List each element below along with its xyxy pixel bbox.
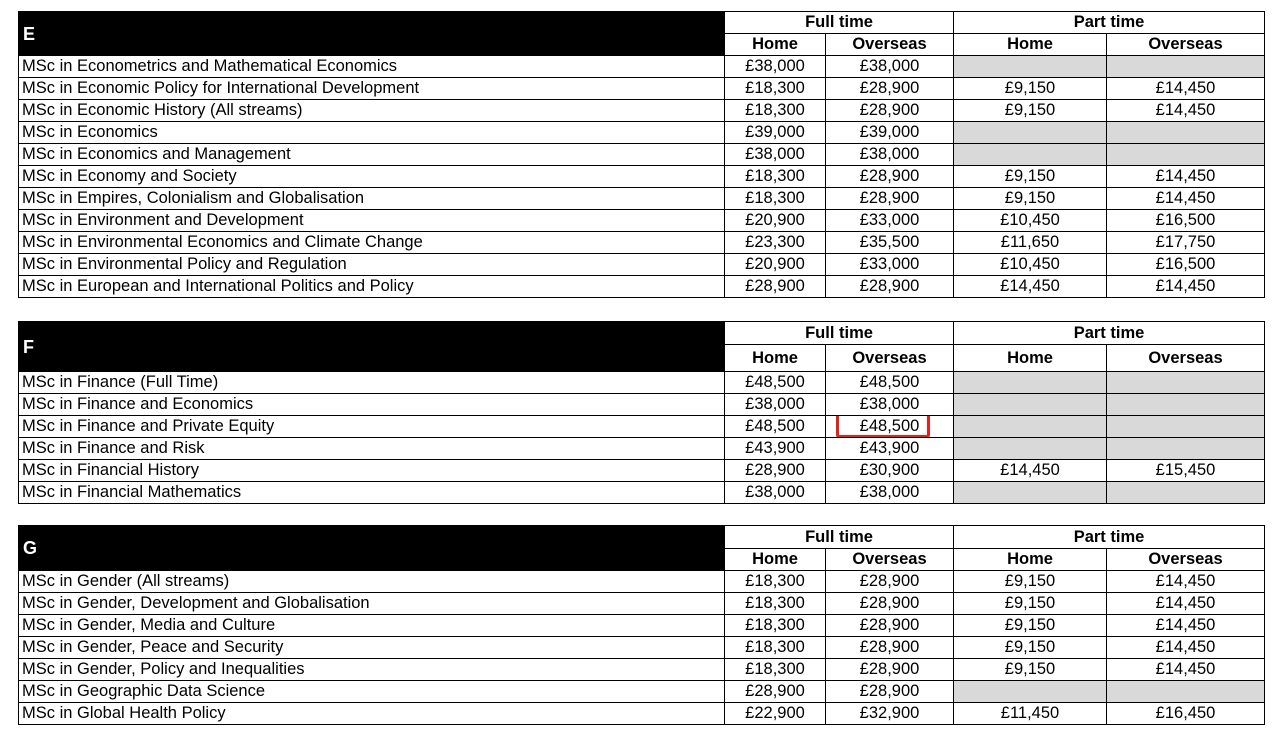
- fee-pt-overseas: [1107, 394, 1265, 416]
- ft-overseas-header: Overseas: [826, 345, 954, 372]
- table-row: [19, 166, 1265, 188]
- table-row: [19, 416, 1265, 438]
- fee-pt-overseas: £14,450: [1107, 593, 1265, 615]
- ft-home-header: Home: [725, 549, 826, 571]
- fee-pt-home: [954, 144, 1107, 166]
- fee-pt-home: £9,150: [954, 571, 1107, 593]
- fee-ft-home: £18,300: [725, 188, 826, 210]
- fee-ft-home: £23,300: [725, 232, 826, 254]
- fee-table-g: [18, 525, 1265, 725]
- fee-pt-home: £9,150: [954, 188, 1107, 210]
- programme-name: MSc in Finance and Economics: [19, 394, 725, 416]
- table-row: [19, 56, 1265, 78]
- table-row: [19, 703, 1265, 725]
- fee-table-e: [18, 11, 1265, 298]
- fee-pt-overseas: [1107, 482, 1265, 504]
- fee-pt-overseas: £15,450: [1107, 460, 1265, 482]
- highlighted-fee-text: £48,500: [859, 417, 920, 436]
- table-row: [19, 615, 1265, 637]
- table-row: [19, 144, 1265, 166]
- fee-ft-overseas: £38,000: [826, 394, 954, 416]
- programme-name: MSc in Environmental Policy and Regulation: [19, 254, 725, 276]
- section-letter: G: [19, 526, 725, 571]
- table-row: [19, 394, 1265, 416]
- fee-pt-home: £10,450: [954, 254, 1107, 276]
- fee-ft-home: £18,300: [725, 593, 826, 615]
- fee-ft-overseas: £39,000: [826, 122, 954, 144]
- table-row: [19, 438, 1265, 460]
- fee-pt-overseas: £14,450: [1107, 78, 1265, 100]
- fee-pt-home: [954, 681, 1107, 703]
- fee-ft-overseas: £28,900: [826, 276, 954, 298]
- fee-ft-home: £28,900: [725, 460, 826, 482]
- fee-pt-overseas: [1107, 372, 1265, 394]
- fee-ft-overseas: £28,900: [826, 593, 954, 615]
- fee-ft-overseas: £28,900: [826, 188, 954, 210]
- pt-overseas-header: Overseas: [1107, 34, 1265, 56]
- fee-pt-overseas: [1107, 122, 1265, 144]
- fee-ft-home: £28,900: [725, 681, 826, 703]
- full-time-header: Full time: [725, 12, 954, 34]
- programme-name: MSc in Gender (All streams): [19, 571, 725, 593]
- fee-pt-home: [954, 122, 1107, 144]
- programme-name: MSc in Gender, Peace and Security: [19, 637, 725, 659]
- table-row: [19, 100, 1265, 122]
- fee-ft-overseas: £33,000: [826, 254, 954, 276]
- fee-ft-home: £38,000: [725, 56, 826, 78]
- programme-name: MSc in Economic History (All streams): [19, 100, 725, 122]
- fee-ft-home: £18,300: [725, 659, 826, 681]
- programme-name: MSc in Gender, Policy and Inequalities: [19, 659, 725, 681]
- fee-ft-home: £28,900: [725, 276, 826, 298]
- fee-ft-overseas: £28,900: [826, 615, 954, 637]
- fee-pt-overseas: [1107, 56, 1265, 78]
- fee-ft-overseas: £28,900: [826, 166, 954, 188]
- fee-pt-home: [954, 394, 1107, 416]
- programme-name: MSc in Finance and Risk: [19, 438, 725, 460]
- table-row: [19, 681, 1265, 703]
- fee-ft-home: £20,900: [725, 254, 826, 276]
- fee-pt-home: £11,650: [954, 232, 1107, 254]
- programme-name: MSc in Environment and Development: [19, 210, 725, 232]
- fee-pt-home: £9,150: [954, 166, 1107, 188]
- fee-ft-overseas: £28,900: [826, 571, 954, 593]
- programme-name: MSc in Economics: [19, 122, 725, 144]
- pt-home-header: Home: [954, 549, 1107, 571]
- programme-name: MSc in Economic Policy for International Development: [19, 78, 725, 100]
- section-letter: F: [19, 322, 725, 372]
- fee-ft-overseas: £32,900: [826, 703, 954, 725]
- fee-ft-overseas: £38,000: [826, 482, 954, 504]
- fee-pt-home: £9,150: [954, 615, 1107, 637]
- full-time-header: Full time: [725, 322, 954, 345]
- fee-ft-overseas: £28,900: [826, 100, 954, 122]
- fee-ft-home: £43,900: [725, 438, 826, 460]
- fee-pt-overseas: £14,450: [1107, 166, 1265, 188]
- fee-pt-overseas: £14,450: [1107, 276, 1265, 298]
- fee-pt-home: £9,150: [954, 100, 1107, 122]
- pt-overseas-header: Overseas: [1107, 345, 1265, 372]
- fee-ft-home: £18,300: [725, 78, 826, 100]
- pt-home-header: Home: [954, 345, 1107, 372]
- fee-ft-home: £18,300: [725, 100, 826, 122]
- fee-pt-home: [954, 482, 1107, 504]
- fee-ft-overseas: £28,900: [826, 659, 954, 681]
- programme-name: MSc in Economy and Society: [19, 166, 725, 188]
- programme-name: MSc in Geographic Data Science: [19, 681, 725, 703]
- fee-pt-home: [954, 416, 1107, 438]
- fee-pt-overseas: [1107, 144, 1265, 166]
- ft-overseas-header: Overseas: [826, 34, 954, 56]
- fee-pt-overseas: £14,450: [1107, 100, 1265, 122]
- fee-ft-overseas: [826, 416, 954, 438]
- fee-pt-overseas: [1107, 438, 1265, 460]
- fee-pt-overseas: £17,750: [1107, 232, 1265, 254]
- fee-pt-home: £9,150: [954, 637, 1107, 659]
- fee-ft-overseas: £38,000: [826, 144, 954, 166]
- table-row: [19, 659, 1265, 681]
- table-row: [19, 460, 1265, 482]
- fee-pt-overseas: £14,450: [1107, 571, 1265, 593]
- programme-name: MSc in Economics and Management: [19, 144, 725, 166]
- table-row: [19, 571, 1265, 593]
- programme-name: MSc in European and International Politics and Policy: [19, 276, 725, 298]
- fee-ft-home: £38,000: [725, 144, 826, 166]
- ft-home-header: Home: [725, 345, 826, 372]
- fee-pt-overseas: £14,450: [1107, 615, 1265, 637]
- programme-name: MSc in Econometrics and Mathematical Economics: [19, 56, 725, 78]
- fee-ft-overseas: £38,000: [826, 56, 954, 78]
- fee-pt-home: £9,150: [954, 593, 1107, 615]
- fee-ft-overseas: £35,500: [826, 232, 954, 254]
- fee-ft-home: £20,900: [725, 210, 826, 232]
- fee-pt-home: £9,150: [954, 659, 1107, 681]
- part-time-header: Part time: [954, 526, 1265, 549]
- fee-ft-home: £48,500: [725, 372, 826, 394]
- table-row: [19, 210, 1265, 232]
- table-row: [19, 122, 1265, 144]
- table-row: [19, 188, 1265, 210]
- ft-home-header: Home: [725, 34, 826, 56]
- fee-pt-home: £10,450: [954, 210, 1107, 232]
- fee-pt-home: £14,450: [954, 276, 1107, 298]
- fee-table-f: [18, 321, 1265, 504]
- fee-pt-overseas: £14,450: [1107, 659, 1265, 681]
- table-row: [19, 232, 1265, 254]
- fee-ft-home: £18,300: [725, 637, 826, 659]
- table-row: [19, 372, 1265, 394]
- fee-pt-home: [954, 372, 1107, 394]
- programme-name: MSc in Environmental Economics and Climate Change: [19, 232, 725, 254]
- fee-ft-home: £22,900: [725, 703, 826, 725]
- programme-name: MSc in Global Health Policy: [19, 703, 725, 725]
- pt-overseas-header: Overseas: [1107, 549, 1265, 571]
- fee-ft-home: £38,000: [725, 394, 826, 416]
- table-row: [19, 78, 1265, 100]
- ft-overseas-header: Overseas: [826, 549, 954, 571]
- programme-name: MSc in Empires, Colonialism and Globalisation: [19, 188, 725, 210]
- pt-home-header: Home: [954, 34, 1107, 56]
- fee-pt-overseas: £14,450: [1107, 637, 1265, 659]
- part-time-header: Part time: [954, 322, 1265, 345]
- fee-ft-overseas: £28,900: [826, 78, 954, 100]
- table-row: [19, 637, 1265, 659]
- fee-pt-home: [954, 56, 1107, 78]
- fee-pt-overseas: £16,500: [1107, 254, 1265, 276]
- fee-pt-overseas: £16,450: [1107, 703, 1265, 725]
- fee-pt-overseas: [1107, 416, 1265, 438]
- programme-name: MSc in Gender, Development and Globalisation: [19, 593, 725, 615]
- programme-name: MSc in Financial History: [19, 460, 725, 482]
- fee-ft-home: £38,000: [725, 482, 826, 504]
- programme-name: MSc in Gender, Media and Culture: [19, 615, 725, 637]
- fee-ft-overseas: £48,500: [826, 372, 954, 394]
- fee-ft-overseas: £28,900: [826, 637, 954, 659]
- fee-ft-overseas: £43,900: [826, 438, 954, 460]
- table-row: [19, 276, 1265, 298]
- fee-pt-home: [954, 438, 1107, 460]
- table-row: [19, 254, 1265, 276]
- fee-ft-home: £18,300: [725, 571, 826, 593]
- fee-ft-home: £18,300: [725, 166, 826, 188]
- fee-ft-overseas: £33,000: [826, 210, 954, 232]
- fee-ft-overseas: £30,900: [826, 460, 954, 482]
- fee-ft-home: £48,500: [725, 416, 826, 438]
- table-row: [19, 593, 1265, 615]
- section-letter: E: [19, 12, 725, 56]
- fee-pt-overseas: [1107, 681, 1265, 703]
- table-row: [19, 482, 1265, 504]
- fee-ft-home: £18,300: [725, 615, 826, 637]
- fee-pt-home: £14,450: [954, 460, 1107, 482]
- fee-pt-home: £9,150: [954, 78, 1107, 100]
- fee-pt-overseas: £16,500: [1107, 210, 1265, 232]
- programme-name: MSc in Finance (Full Time): [19, 372, 725, 394]
- programme-name: MSc in Financial Mathematics: [19, 482, 725, 504]
- fee-pt-home: £11,450: [954, 703, 1107, 725]
- full-time-header: Full time: [725, 526, 954, 549]
- fee-ft-home: £39,000: [725, 122, 826, 144]
- part-time-header: Part time: [954, 12, 1265, 34]
- fee-ft-overseas: £28,900: [826, 681, 954, 703]
- programme-name: MSc in Finance and Private Equity: [19, 416, 725, 438]
- fee-pt-overseas: £14,450: [1107, 188, 1265, 210]
